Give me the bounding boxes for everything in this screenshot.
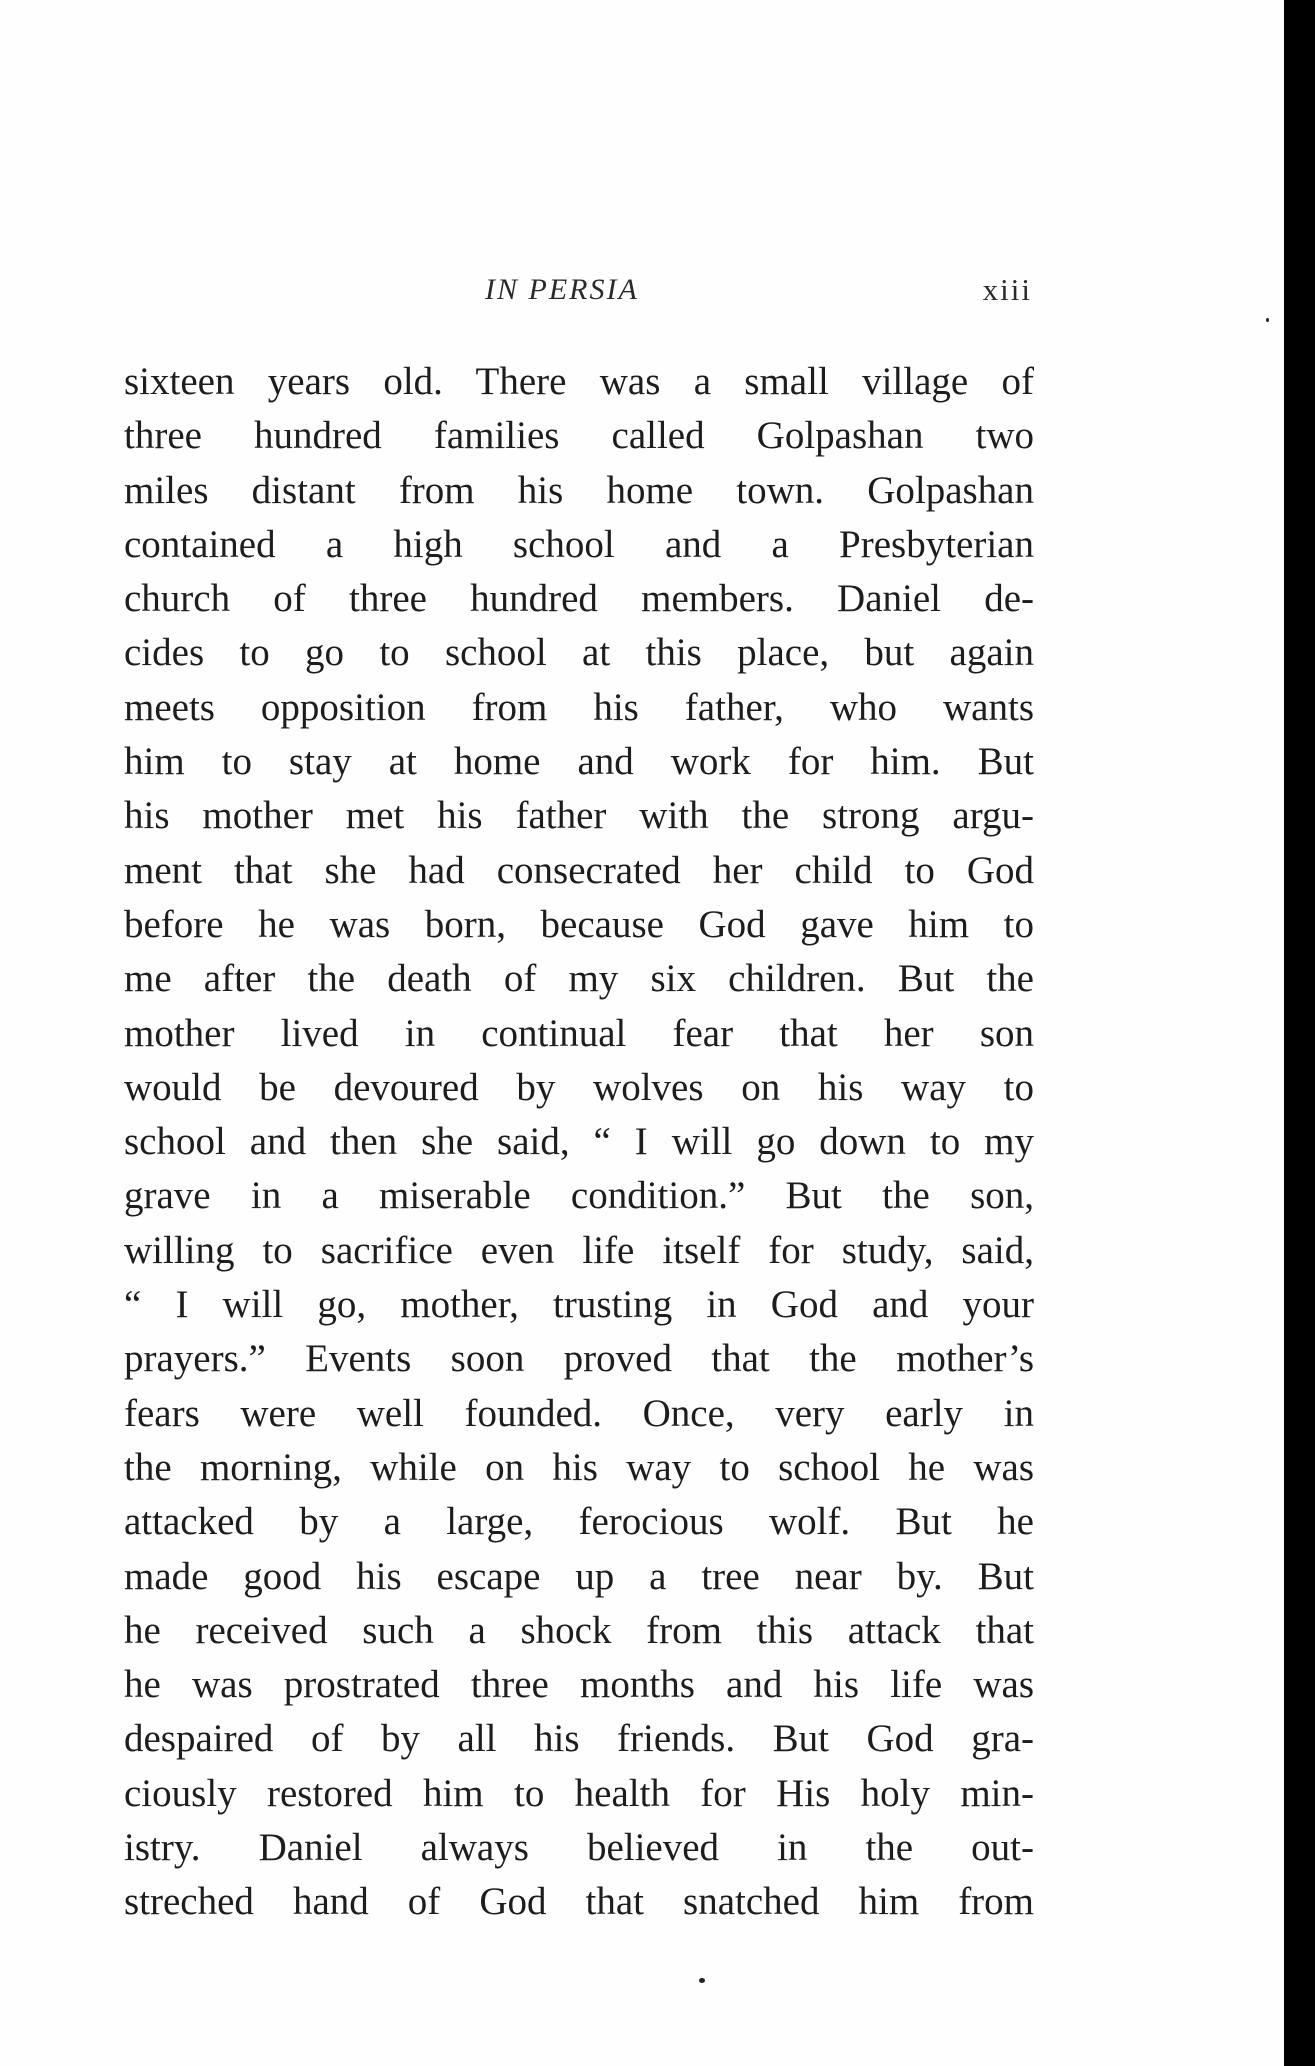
text-line: meets opposition from his father, who wants [124, 685, 1034, 729]
text-line: the morning, while on his way to school he was [124, 1445, 1034, 1489]
text-line: made good his escape up a tree near by. But [124, 1554, 1034, 1598]
text-line: ciously restored him to health for His holy min- [124, 1771, 1034, 1815]
text-line: mother lived in continual fear that her son [124, 1011, 1034, 1055]
text-line: attacked by a large, ferocious wolf. But he [124, 1500, 1034, 1544]
scan-border [1284, 0, 1315, 2066]
text-line: prayers.” Events soon proved that the mother’s [124, 1337, 1034, 1381]
text-line: before he was born, because God gave him to [124, 902, 1034, 946]
text-line: contained a high school and a Presbyterian [124, 522, 1034, 566]
text-line: me after the death of my six children. But the [124, 957, 1034, 1001]
text-line: streched hand of God that snatched him from [124, 1880, 1034, 1924]
page-number: xiii [982, 272, 1032, 307]
text-line: he received such a shock from this attack that [124, 1608, 1034, 1652]
running-title: IN PERSIA [485, 273, 639, 306]
ink-speck [699, 1978, 705, 1983]
text-line: cides to go to school at this place, but again [124, 631, 1034, 675]
text-line: grave in a miserable condition.” But the son, [124, 1174, 1034, 1218]
text-line: fears were well founded. Once, very early in [124, 1391, 1034, 1435]
text-line: miles distant from his home town. Golpashan [124, 468, 1034, 512]
text-line: he was prostrated three months and his life was [124, 1663, 1034, 1707]
text-line: sixteen years old. There was a small village of [124, 360, 1034, 403]
text-line: istry. Daniel always believed in the out- [124, 1826, 1034, 1870]
text-line: ment that she had consecrated her child to God [124, 848, 1034, 892]
text-line: him to stay at home and work for him. But [124, 740, 1034, 784]
text-line: despaired of by all his friends. But God gra- [124, 1717, 1034, 1761]
ink-speck [1266, 318, 1269, 322]
text-line: “ I will go, mother, trusting in God and your [124, 1283, 1034, 1327]
text-line: church of three hundred members. Daniel de- [124, 577, 1034, 621]
text-line: his mother met his father with the strong argu- [124, 794, 1034, 838]
page-header [127, 270, 1032, 320]
text-line: school and then she said, “ I will go down to my [124, 1120, 1034, 1164]
body-text [124, 355, 1034, 1930]
text-line: willing to sacrifice even life itself for study, said, [124, 1228, 1034, 1272]
text-line: would be devoured by wolves on his way to [124, 1065, 1034, 1109]
text-line: three hundred families called Golpashan two [124, 414, 1034, 458]
